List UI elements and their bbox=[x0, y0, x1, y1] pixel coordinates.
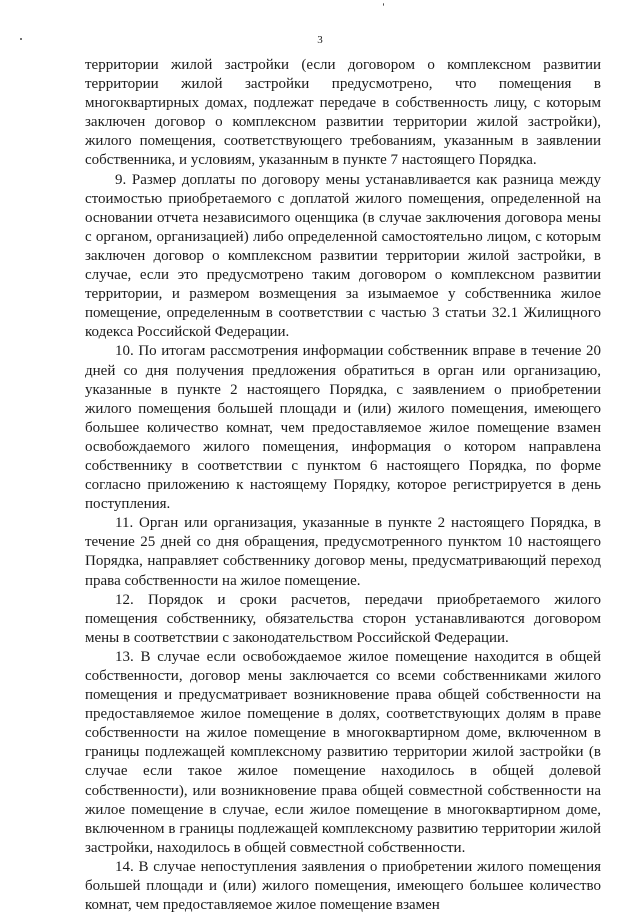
paragraph-continuation: территории жилой застройки (если договором о комплексном развитии территории жилой застройки предусмотрено, что помещения в многоквартирных домах, подлежат передаче в собственность лицу, с которым заключен договор о комплексном развитии территории жилой застройки), жилого помещения, соответствующего требованиям, указанным в заявлении собственника, и условиям, указанным в пункте 7 настоящего Порядка. bbox=[85, 57, 601, 169]
paragraph-14: 14. В случае непоступления заявления о приобретении жилого помещения большей площади и (или) жилого помещения, имеющего большее количество комнат, чем предоставляемое жилое помещение взамен bbox=[85, 858, 601, 914]
paragraph-11: 11. Орган или организация, указанные в пункте 2 настоящего Порядка, в течение 25 дней со дня обращения, предусмотренного пунктом 10 настоящего Порядка, направляет собственнику договор мены, предусматривающий переход права собственности на жилое помещение. bbox=[85, 515, 601, 589]
scan-speck bbox=[383, 3, 384, 6]
document-body bbox=[85, 56, 601, 915]
paragraph-9: 9. Размер доплаты по договору мены устанавливается как разница между стоимостью приобретаемого с доплатой жилого помещения, определенной на основании отчета независимого оценщика (в случае заключения договора мены с органом, организацией) либо определенной самостоятельно лицом, с которым заключен договор о комплексном развитии территории жилой застройки, в случае, если это предусмотрено таким договором о комплексном развитии территории, и размером возмещения за изымаемое у собственника жилое помещение, определенным в соответствии с частью 3 статьи 32.1 Жилищного кодекса Российской Федерации. bbox=[85, 171, 601, 341]
page-number: 3 bbox=[317, 34, 323, 46]
paragraph-13: 13. В случае если освобождаемое жилое помещение находится в общей собственности, договор мены заключается со всеми собственниками жилого помещения и предусматривает возникновение права общей собственности на предоставляемое жилое помещение в долях, соответствующих долям в праве собственности на жилое помещение в многоквартирном доме, включенном в границы подлежащей комплексному развитию территории жилой застройки (в случае если такое жилое помещение находилось в общей долевой собственности), или возникновение права общей совместной собственности на жилое помещение в случае, если жилое помещение в многоквартирном доме, включенном в границы подлежащей комплексному развитию территории жилой застройки, находилось в общей совместной собственности. bbox=[85, 648, 601, 856]
paragraph-12: 12. Порядок и сроки расчетов, передачи приобретаемого жилого помещения собственнику, обязательства сторон устанавливаются договором мены в соответствии с законодательством Российской Федерации. bbox=[85, 591, 601, 646]
paragraph-10: 10. По итогам рассмотрения информации собственник вправе в течение 20 дней со дня получения предложения обратиться в орган или организацию, указанные в пункте 2 настоящего Порядка, с заявлением о приобретении жилого помещения большей площади и (или) жилого помещения, имеющего большее количество комнат, чем предоставляемое жилое помещение взамен освобождаемого жилого помещения, информация о котором направлена собственнику в соответствии с пунктом 6 настоящего Порядка, по форме согласно приложению к настоящему Порядку, которое регистрируется в день поступления. bbox=[85, 343, 601, 513]
